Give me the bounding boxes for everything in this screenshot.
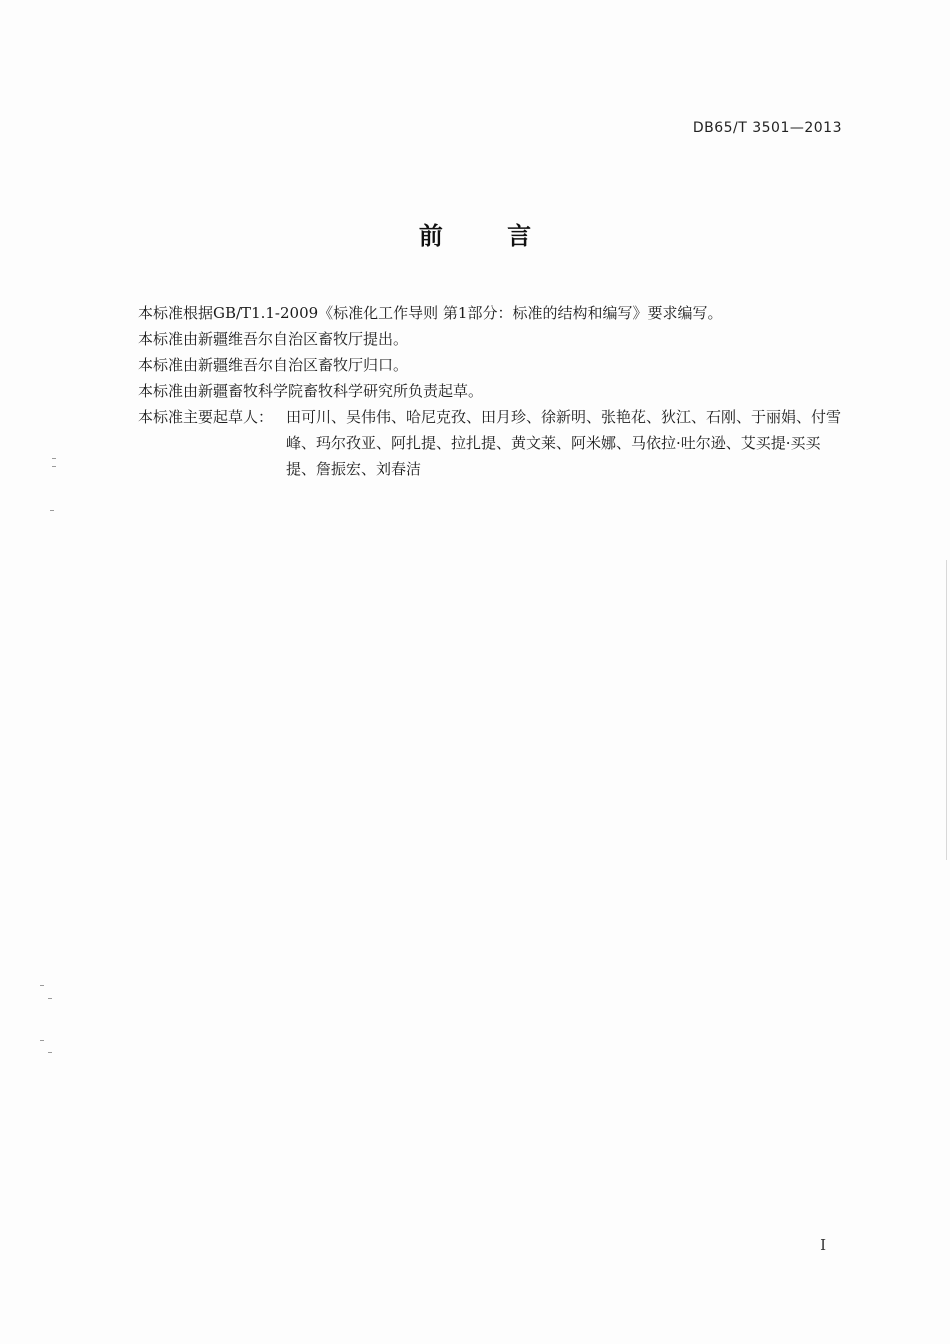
page-title: 前 言 [418, 222, 560, 250]
scan-artifact [52, 466, 56, 467]
paragraph-administrator: 本标准由新疆维吾尔自治区畜牧厅归口。 [138, 356, 409, 374]
standard-code: DB65/T 3501—2013 [692, 120, 842, 136]
paragraph-basis: 本标准根据GB/T1.1-2009《标准化工作导则 第1部分：标准的结构和编写》要求编写。 [138, 304, 723, 322]
scan-artifact [946, 560, 947, 860]
scan-artifact [40, 985, 44, 986]
drafters-block [138, 404, 848, 482]
scan-artifact [48, 998, 52, 999]
scan-artifact [40, 1040, 44, 1041]
scan-artifact [50, 510, 54, 511]
scan-artifact [48, 1052, 52, 1053]
foreword-body [138, 300, 848, 482]
drafters-names: 田可川、吴伟伟、哈尼克孜、田月珍、徐新明、张艳花、狄江、石刚、于丽娟、付雪峰、玛尔孜亚、阿扎提、拉扎提、黄文莱、阿米娜、马依拉·吐尔逊、艾买提·买买提、詹振宏、刘春洁 [286, 408, 842, 478]
page-number: I [820, 1236, 826, 1254]
paragraph-proposer: 本标准由新疆维吾尔自治区畜牧厅提出。 [138, 330, 409, 348]
paragraph-drafting-unit: 本标准由新疆畜牧科学院畜牧科学研究所负责起草。 [138, 382, 484, 400]
scan-artifact [52, 458, 56, 459]
drafters-label: 本标准主要起草人： [138, 408, 274, 426]
